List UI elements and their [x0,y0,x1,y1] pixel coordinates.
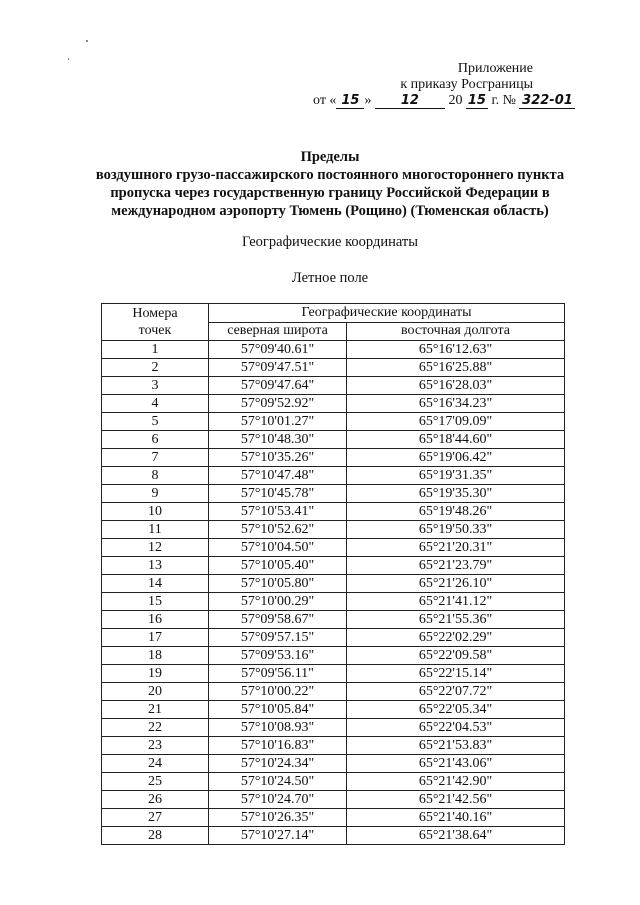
date-mid: » [364,93,372,108]
longitude-cell: 65°21'40.16" [347,809,565,827]
longitude-cell: 65°19'31.35" [347,467,565,485]
longitude-cell: 65°21'55.36" [347,611,565,629]
date-prefix: от « [313,93,337,108]
latitude-cell: 57°10'48.30" [209,431,347,449]
point-number-cell: 15 [102,593,209,611]
latitude-cell: 57°10'05.40" [209,557,347,575]
table-row [102,539,565,557]
latitude-cell: 57°09'58.67" [209,611,347,629]
point-number-cell: 16 [102,611,209,629]
table-row [102,719,565,737]
point-number-cell: 26 [102,791,209,809]
table-row [102,683,565,701]
table-row [102,791,565,809]
handwritten-order-number: 322-01 [519,94,575,109]
longitude-cell: 65°22'05.34" [347,701,565,719]
longitude-cell: 65°19'06.42" [347,449,565,467]
handwritten-year: 15 [467,93,486,108]
point-number-cell: 12 [102,539,209,557]
latitude-cell: 57°10'27.14" [209,827,347,845]
longitude-cell: 65°22'04.53" [347,719,565,737]
latitude-cell: 57°10'24.34" [209,755,347,773]
latitude-cell: 57°10'24.50" [209,773,347,791]
longitude-cell: 65°22'02.29" [347,629,565,647]
annex-block [313,61,573,109]
year-suffix: г. № [491,93,516,108]
title-line4: международном аэропорту Тюмень (Рощино) (Тюменская область) [111,203,549,219]
latitude-cell: 57°10'35.26" [209,449,347,467]
table-row [102,521,565,539]
table-row [102,395,565,413]
latitude-cell: 57°10'47.48" [209,467,347,485]
point-number-cell: 25 [102,773,209,791]
annex-line2: к приказу Росграницы [400,77,533,92]
latitude-cell: 57°10'52.62" [209,521,347,539]
latitude-cell: 57°10'05.84" [209,701,347,719]
table-row [102,377,565,395]
longitude-cell: 65°16'12.63" [347,341,565,359]
point-number-cell: 14 [102,575,209,593]
point-number-cell: 21 [102,701,209,719]
latitude-cell: 57°09'47.64" [209,377,347,395]
point-number-cell: 6 [102,431,209,449]
point-number-cell: 10 [102,503,209,521]
annex-date-line [313,93,573,109]
point-number-cell: 4 [102,395,209,413]
table-row [102,755,565,773]
table-row [102,647,565,665]
table-row [102,503,565,521]
latitude-cell: 57°10'00.22" [209,683,347,701]
table-row [102,359,565,377]
longitude-cell: 65°18'44.60" [347,431,565,449]
table-row [102,665,565,683]
latitude-cell: 57°09'53.16" [209,647,347,665]
longitude-cell: 65°21'26.10" [347,575,565,593]
latitude-cell: 57°10'04.50" [209,539,347,557]
longitude-cell: 65°19'48.26" [347,503,565,521]
point-number-cell: 9 [102,485,209,503]
longitude-cell: 65°21'23.79" [347,557,565,575]
point-number-cell: 17 [102,629,209,647]
handwritten-month: 12 [375,94,445,109]
latitude-cell: 57°10'45.78" [209,485,347,503]
point-number-cell: 19 [102,665,209,683]
col-number-header [102,304,209,341]
longitude-cell: 65°16'28.03" [347,377,565,395]
longitude-cell: 65°21'43.06" [347,755,565,773]
table-row [102,557,565,575]
latitude-cell: 57°10'26.35" [209,809,347,827]
latitude-cell: 57°09'52.92" [209,395,347,413]
table-row [102,701,565,719]
document-title [60,148,600,220]
longitude-cell: 65°21'38.64" [347,827,565,845]
longitude-cell: 65°22'09.58" [347,647,565,665]
table-row [102,341,565,359]
longitude-cell: 65°21'53.83" [347,737,565,755]
longitude-cell: 65°21'42.90" [347,773,565,791]
latitude-cell: 57°10'24.70" [209,791,347,809]
title-line3: пропуска через государственную границу Российской Федерации в [110,185,550,201]
header-row-1 [102,304,565,323]
section-heading: Летное поле [291,270,369,286]
coordinates-table [101,303,565,845]
latitude-cell: 57°10'01.27" [209,413,347,431]
table-row [102,773,565,791]
table-row [102,737,565,755]
col-number-header-text: Номера точек [132,306,178,338]
col-lon-header: восточная долгота [347,322,565,341]
latitude-cell: 57°10'05.80" [209,575,347,593]
longitude-cell: 65°22'07.72" [347,683,565,701]
point-number-cell: 8 [102,467,209,485]
point-number-cell: 11 [102,521,209,539]
table-row [102,575,565,593]
latitude-cell: 57°10'00.29" [209,593,347,611]
group-header: Географические координаты [209,304,565,323]
title-line1: Пределы [300,149,360,165]
point-number-cell: 2 [102,359,209,377]
latitude-cell: 57°09'57.15" [209,629,347,647]
table-row [102,467,565,485]
longitude-cell: 65°22'15.14" [347,665,565,683]
handwritten-day: 15 [336,94,364,109]
title-line2: воздушного грузо-пассажирского постоянного многостороннего пункта [95,167,565,183]
table-row [102,629,565,647]
table-row [102,827,565,845]
point-number-cell: 27 [102,809,209,827]
year-prefix: 20 [448,93,463,108]
longitude-cell: 65°19'50.33" [347,521,565,539]
annex-line1: Приложение [457,61,533,76]
scan-speck [86,40,88,42]
latitude-cell: 57°10'53.41" [209,503,347,521]
longitude-cell: 65°16'25.88" [347,359,565,377]
longitude-cell: 65°16'34.23" [347,395,565,413]
longitude-cell: 65°19'35.30" [347,485,565,503]
point-number-cell: 18 [102,647,209,665]
scan-speck [68,58,69,60]
longitude-cell: 65°21'42.56" [347,791,565,809]
latitude-cell: 57°10'08.93" [209,719,347,737]
table-row [102,431,565,449]
point-number-cell: 28 [102,827,209,845]
point-number-cell: 13 [102,557,209,575]
table-row [102,593,565,611]
table-row [102,413,565,431]
table-row [102,485,565,503]
point-number-cell: 20 [102,683,209,701]
table-row [102,449,565,467]
table-row [102,611,565,629]
latitude-cell: 57°09'40.61" [209,341,347,359]
point-number-cell: 5 [102,413,209,431]
longitude-cell: 65°21'20.31" [347,539,565,557]
latitude-cell: 57°10'16.83" [209,737,347,755]
longitude-cell: 65°21'41.12" [347,593,565,611]
subtitle: Географические координаты [241,234,419,250]
col-lat-header: северная широта [209,322,347,341]
table-row [102,809,565,827]
latitude-cell: 57°09'47.51" [209,359,347,377]
point-number-cell: 24 [102,755,209,773]
latitude-cell: 57°09'56.11" [209,665,347,683]
longitude-cell: 65°17'09.09" [347,413,565,431]
point-number-cell: 3 [102,377,209,395]
point-number-cell: 1 [102,341,209,359]
point-number-cell: 23 [102,737,209,755]
point-number-cell: 7 [102,449,209,467]
point-number-cell: 22 [102,719,209,737]
table-body [102,341,565,845]
